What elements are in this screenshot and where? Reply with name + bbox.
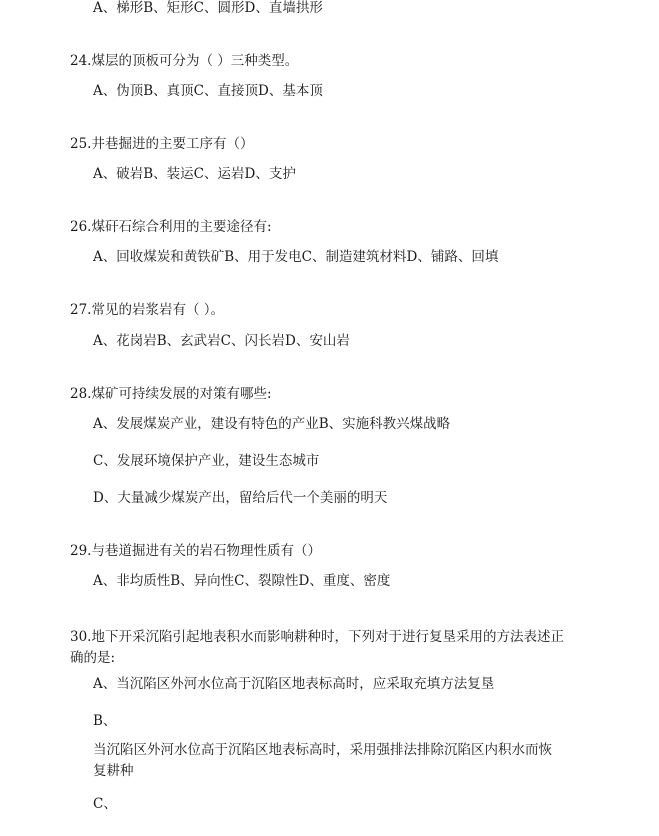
q30-option-c-label: C、 xyxy=(93,796,117,812)
q27-options: A、花岗岩B、玄武岩C、闪长岩D、安山岩 xyxy=(93,333,350,349)
q26-options: A、回收煤炭和黄铁矿B、用于发电C、制造建筑材料D、铺路、回填 xyxy=(93,249,499,265)
q28-option-c: C、发展环境保护产业，建设生态城市 xyxy=(93,453,320,469)
q25-options: A、破岩B、装运C、运岩D、支护 xyxy=(93,166,296,182)
q30-question: 30.地下开采沉陷引起地表积水而影响耕种时，下列对于进行复垦采用的方法表述正确的是: xyxy=(70,629,564,666)
q30-option-b-text: 当沉陷区外河水位高于沉陷区地表标高时，采用强排法排除沉陷区内积水而恢复耕种 xyxy=(93,742,552,779)
q25-question: 25.井巷掘进的主要工序有（） xyxy=(70,136,254,152)
q28-question: 28.煤矿可持续发展的对策有哪些: xyxy=(70,386,272,402)
q28-option-d: D、大量减少煤炭产出，留给后代一个美丽的明天 xyxy=(93,490,388,506)
q24-question: 24.煤层的顶板可分为（ ）三种类型。 xyxy=(70,53,299,69)
q23-options: A、梯形B、矩形C、圆形D、直墙拱形 xyxy=(93,0,323,16)
q27-question: 27.常见的岩浆岩有（ ）。 xyxy=(70,302,225,318)
q26-question: 26.煤矸石综合利用的主要途径有: xyxy=(70,219,272,235)
q30-option-a: A、当沉陷区外河水位高于沉陷区地表标高时，应采取充填方法复垦 xyxy=(93,676,495,692)
q28-option-ab: A、发展煤炭产业，建设有特色的产业B、实施科教兴煤战略 xyxy=(93,416,451,432)
q29-options: A、非均质性B、异向性C、裂隙性D、重度、密度 xyxy=(93,573,391,589)
q24-options: A、伪顶B、真顶C、直接顶D、基本顶 xyxy=(93,83,323,99)
q30-option-b-label: B、 xyxy=(93,713,117,729)
q29-question: 29.与巷道掘进有关的岩石物理性质有（） xyxy=(70,543,321,559)
